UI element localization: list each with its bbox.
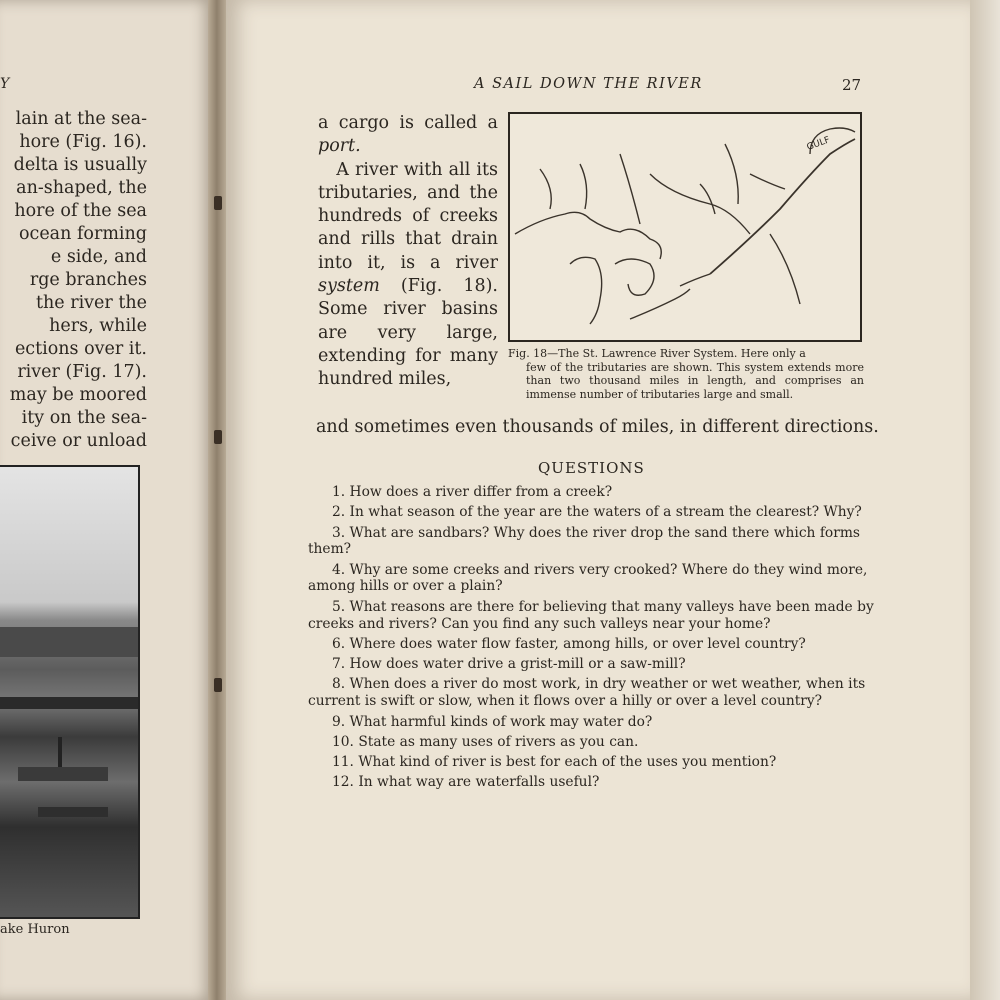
harbor-photo — [0, 465, 140, 919]
left-text-line: rge branches — [29, 270, 147, 290]
figure-caption — [508, 347, 864, 401]
tributary — [620, 154, 640, 224]
left-page — [0, 0, 215, 1000]
questions-list — [308, 484, 876, 795]
question-item: 6. Where does water flow faster, among hills, or over level country? — [332, 635, 806, 652]
question-item: 11. What kind of river is best for each of the uses you mention? — [332, 754, 777, 771]
page-edge — [970, 0, 1000, 1000]
para-river-basins: (Fig. 18). Some river basins are very large, extending for many hundred miles, — [318, 276, 498, 390]
question-item: 8. When does a river do most work, in dry weather or wet weather, when its current is swift or slow, when it flows over a hilly or over a level country? — [308, 676, 866, 710]
question-item: 5. What reasons are there for believing that many valleys have been made by creeks and rivers? Can you find any such valleys near your home? — [308, 598, 874, 632]
tributary — [700, 184, 715, 214]
body-column — [318, 112, 498, 392]
question-item: 12. In what way are waterfalls useful? — [332, 774, 600, 791]
question-item: 10. State as many uses of rivers as you can. — [332, 733, 639, 750]
lake-erie-outline — [630, 289, 690, 319]
left-text-line: delta is usually — [13, 155, 147, 175]
para-cargo: a cargo is called a — [318, 113, 498, 133]
figure-caption-title: Fig. 18—The St. Lawrence River System. Here only a — [508, 347, 806, 360]
question-item: 1. How does a river differ from a creek? — [332, 484, 613, 500]
left-text-line: hore of the sea — [14, 201, 147, 221]
binding-stitch — [214, 196, 222, 210]
page-number: 27 — [842, 76, 862, 94]
running-header: A SAIL DOWN THE RIVER — [474, 76, 703, 92]
left-text-line: hers, while — [49, 316, 147, 336]
question-item: 9. What harmful kinds of work may water do? — [332, 713, 653, 730]
tributary — [650, 174, 750, 234]
left-text-line: the river the — [35, 293, 147, 313]
left-page-header: Y — [0, 76, 12, 92]
question-item: 2. In what season of the year are the waters of a stream the clearest? Why? — [332, 504, 862, 521]
question-item: 3. What are sandbars? Why does the river drop the sand there which forms them? — [308, 524, 860, 558]
questions-heading: QUESTIONS — [538, 459, 645, 477]
binding-stitch — [214, 678, 222, 692]
river-system-map — [510, 114, 860, 340]
question-item: 7. How does water drive a grist-mill or a saw-mill? — [332, 656, 686, 673]
term-system: system — [318, 276, 380, 297]
figure-caption-body: few of the tributaries are shown. This system extends more than two thousand miles in length, and comprises an immense number of tributaries large and small. — [526, 360, 864, 401]
left-text-line: ceive or unload — [10, 431, 147, 451]
lake-ontario-outline — [680, 274, 710, 286]
tributary — [540, 169, 551, 209]
binding-stitch — [214, 430, 222, 444]
left-text-line: e side, and — [50, 247, 147, 267]
harbor-photo-detail — [0, 467, 138, 917]
photo-caption: ake Huron — [0, 922, 70, 937]
left-page-text — [0, 108, 147, 453]
left-text-line: ections over it. — [14, 339, 147, 359]
lake-huron-outline — [615, 259, 654, 295]
tributary — [750, 174, 785, 189]
lake-michigan-outline — [570, 257, 602, 324]
left-text-line: ocean forming — [18, 224, 147, 244]
tributary — [770, 234, 800, 304]
body-continuation: and sometimes even thousands of miles, in different directions. — [316, 417, 879, 437]
question-item: 4. Why are some creeks and rivers very crooked? Where do they wind more, among hills or over a plain? — [308, 561, 868, 595]
tributary — [580, 164, 587, 209]
left-text-line: lain at the sea- — [15, 109, 147, 129]
gulf-label: GULF — [805, 135, 832, 153]
term-port: port. — [318, 136, 361, 157]
left-text-line: ity on the sea- — [21, 408, 147, 428]
para-river-system: A river with all its tributaries, and the hundreds of creeks and rills that drain into it, is a river — [318, 159, 498, 273]
right-page — [226, 0, 970, 1000]
st-lawrence-map — [508, 112, 862, 342]
left-text-line: an-shaped, the — [16, 178, 147, 198]
left-text-line: hore (Fig. 16). — [19, 132, 147, 152]
left-text-line: river (Fig. 17). — [17, 362, 147, 382]
tributary — [725, 144, 738, 204]
left-text-line: may be moored — [9, 385, 147, 405]
